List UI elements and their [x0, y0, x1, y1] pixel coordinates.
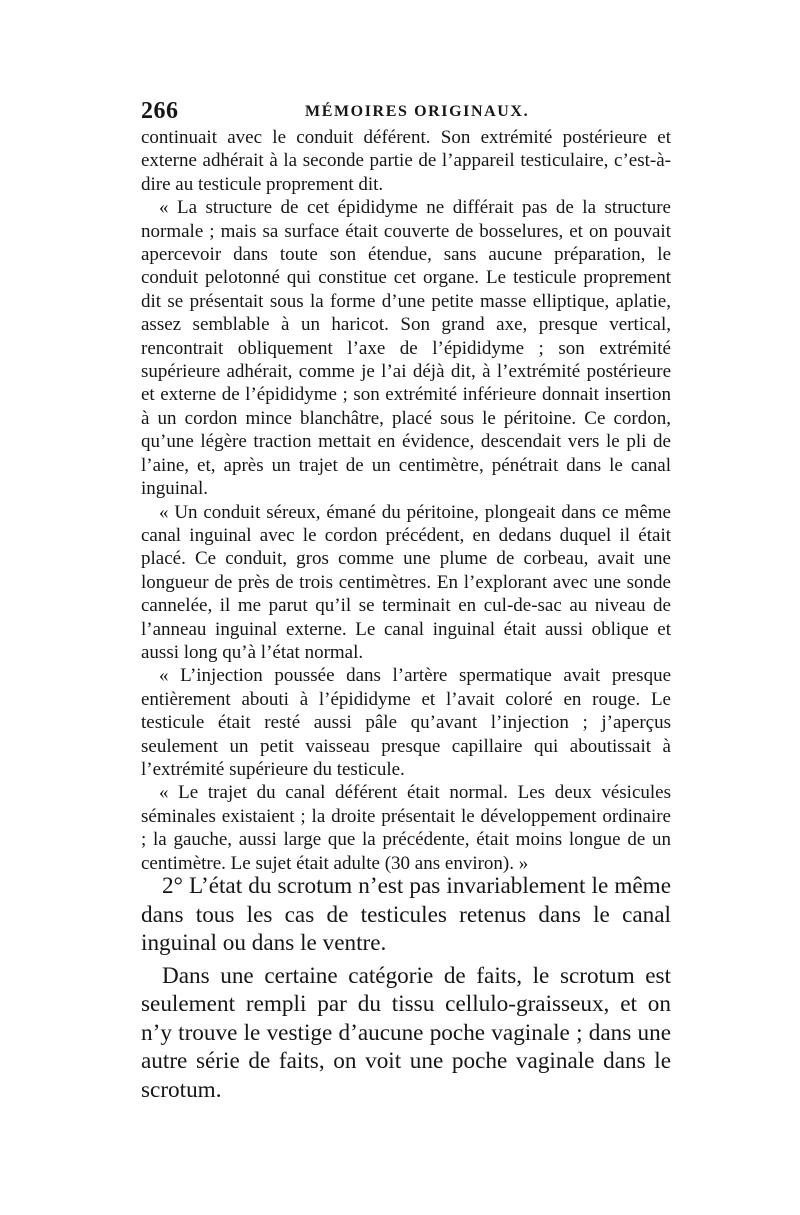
paragraph: Dans une certaine catégorie de faits, le scrotum est seulement rempli par du tissu cellulo-graisseux, et on n’y trouve le vestige d’aucune poche vaginale ; dans une autre série de faits, on voit une poche vaginale dans le scrotum. — [141, 962, 671, 1103]
quoted-observation — [141, 126, 671, 875]
paragraph: « La structure de cet épididyme ne différait pas de la structure normale ; mais sa surface était couverte de bosselures, et on pouvait apercevoir dans toute son étendue, sans aucune préparation, le conduit pelotonné qui constitue cet organe. Le testicule proprement dit se présentait sous la forme d’une petite masse elliptique, aplatie, assez semblable à un haricot. Son grand axe, presque vertical, rencontrait obliquement l’axe de l’épididyme ; son extrémité supérieure adhérait, comme je l’ai déjà dit, à l’extrémité postérieure et externe de l’épididyme ; son extrémité inférieure donnait insertion à un cordon mince blanchâtre, placé sous le péritoine. Ce cordon, qu’une légère traction mettait en évidence, descendait vers le pli de l’aine, et, après un trajet de un centimètre, pénétrait dans le canal inguinal. — [141, 197, 671, 500]
main-text — [141, 872, 671, 1104]
paragraph: 2° L’état du scrotum n’est pas invariablement le même dans tous les cas de testicules retenus dans le canal inguinal ou dans le ventre. — [141, 873, 671, 956]
running-title: MÉMOIRES ORIGINAUX. — [305, 103, 530, 120]
paragraph: continuait avec le conduit déférent. Son extrémité postérieure et externe adhérait à la seconde partie de l’appareil testiculaire, c’est-à-dire au testicule proprement dit. — [141, 127, 671, 195]
paragraph: « L’injection poussée dans l’artère spermatique avait presque entièrement abouti à l’épididyme et l’avait coloré en rouge. Le testicule était resté aussi pâle qu’avant l’injection ; j’aperçus seulement un petit vaisseau presque capillaire qui aboutissait à l’extrémité supérieure du testicule. — [141, 665, 671, 780]
paragraph: « Le trajet du canal déférent était normal. Les deux vésicules séminales existaient ; la droite présentait le développement ordinaire ; la gauche, aussi large que la précédente, était moins longue de un centimètre. Le sujet était adulte (30 ans environ). » — [141, 782, 671, 874]
page-header — [141, 98, 671, 124]
paragraph: « Un conduit séreux, émané du péritoine, plongeait dans ce même canal inguinal avec le cordon précédent, en dedans duquel il était placé. Ce conduit, gros comme une plume de corbeau, avait une longueur de près de trois centimètres. En l’explorant avec une sonde cannelée, il me parut qu’il se terminait en cul-de-sac au niveau de l’anneau inguinal externe. Le canal inguinal était aussi oblique et aussi long qu’à l’état normal. — [141, 501, 671, 663]
page-number: 266 — [141, 98, 179, 124]
